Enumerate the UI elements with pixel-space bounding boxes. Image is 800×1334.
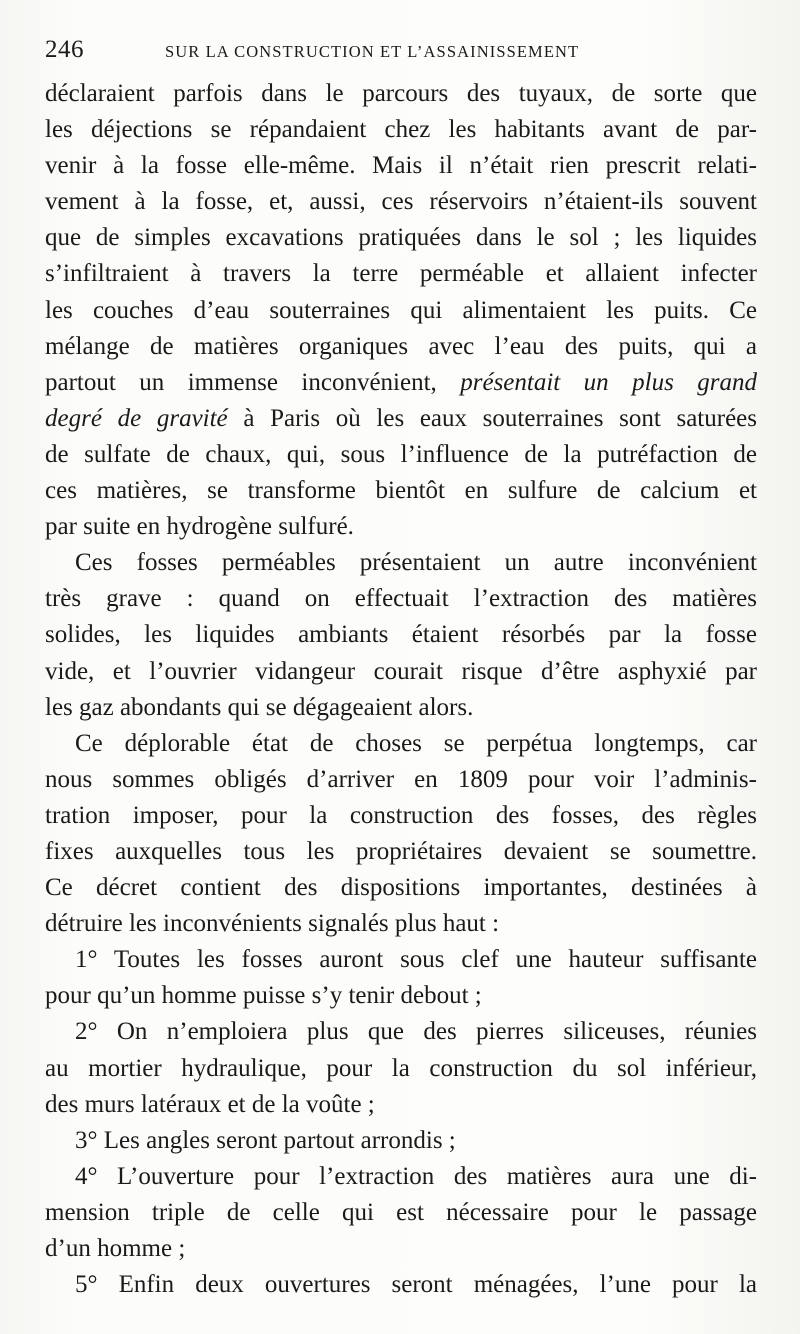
text-line: 3° Les angles seront partout arrondis ;: [75, 1126, 456, 1154]
text-line: [45, 401, 757, 437]
running-head: SUR LA CONSTRUCTION ET L’ASSAINISSEMENT: [165, 42, 580, 61]
text-line: les gaz abondants qui se dégageaient alors.: [45, 693, 474, 721]
text-run: partout un immense inconvénient,: [45, 368, 461, 396]
text-line: [45, 365, 757, 401]
text-line: pour qu’un homme puisse s’y tenir debout ;: [45, 982, 482, 1010]
page-number: 246: [45, 36, 84, 63]
text-line: 2° On n’emploiera plus que des pierres siliceuses, réunies: [75, 1018, 757, 1046]
text-line: déclaraient parfois dans le parcours des tuyaux, de sorte que: [45, 80, 757, 107]
italic-run: degré de gravité: [45, 404, 228, 432]
text-line: vement à la fosse, et, aussi, ces réservoirs n’étaient-ils souvent: [45, 188, 757, 216]
text-line: Ce décret contient des dispositions importantes, destinées à: [45, 874, 757, 902]
text-line: vide, et l’ouvrier vidangeur courait risque d’être asphyxié par: [45, 657, 757, 685]
text-line: ces matières, se transforme bientôt en sulfure de calcium et: [45, 477, 757, 505]
text-line: fixes auxquelles tous les propriétaires devaient se soumettre.: [45, 837, 757, 865]
text-line: Ces fosses perméables présentaient un autre inconvénient: [75, 549, 757, 577]
text-line: mélange de matières organiques avec l’eau des puits, qui a: [45, 332, 757, 360]
text-line: détruire les inconvénients signalés plus haut :: [45, 910, 500, 938]
page-header: [45, 36, 755, 70]
text-line: tration imposer, pour la construction des fosses, des règles: [45, 801, 757, 829]
italic-run: présentait un plus grand: [460, 368, 757, 396]
text-line: nous sommes obligés d’arriver en 1809 pour voir l’adminis-: [45, 765, 757, 793]
text-line: mension triple de celle qui est nécessaire pour le passage: [45, 1198, 757, 1226]
text-run: à Paris où les eaux souterraines sont saturées: [227, 404, 757, 432]
text-line: s’infiltraient à travers la terre perméable et allaient infecter: [45, 260, 757, 288]
text-line: au mortier hydraulique, pour la construction du sol inférieur,: [45, 1054, 757, 1082]
text-line: les couches d’eau souterraines qui alimentaient les puits. Ce: [45, 296, 757, 324]
text-line: les déjections se répandaient chez les habitants avant de par-: [45, 116, 757, 144]
text-line: Ce déplorable état de choses se perpétua longtemps, car: [75, 729, 757, 757]
text-line: très grave : quand on effectuait l’extraction des matières: [45, 585, 757, 613]
text-line: que de simples excavations pratiquées dans le sol ; les liquides: [45, 224, 757, 252]
text-line: d’un homme ;: [45, 1235, 186, 1262]
text-line: par suite en hydrogène sulfuré.: [45, 513, 354, 541]
text-line: des murs latéraux et de la voûte ;: [45, 1090, 375, 1118]
text-line: solides, les liquides ambiants étaient résorbés par la fosse: [45, 621, 757, 649]
text-line: venir à la fosse elle-même. Mais il n’était rien prescrit relati-: [45, 152, 757, 180]
text-line: 5° Enfin deux ouvertures seront ménagées, l’une pour la: [75, 1271, 757, 1299]
text-line: 1° Toutes les fosses auront sous clef une hauteur suffisante: [75, 946, 757, 974]
text-line: 4° L’ouverture pour l’extraction des matières aura une di-: [75, 1162, 757, 1190]
body-text: [45, 76, 757, 1303]
text-line: de sulfate de chaux, qui, sous l’influence de la putréfaction de: [45, 440, 757, 468]
